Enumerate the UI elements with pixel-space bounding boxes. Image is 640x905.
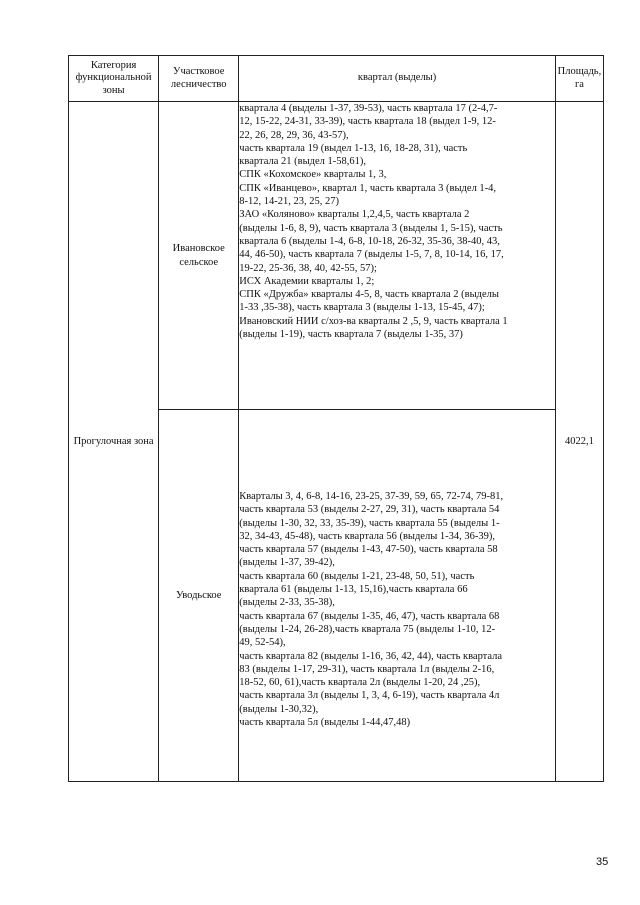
forestry-cell: Ивановское сельское [159, 102, 239, 410]
header-row [69, 56, 604, 102]
quarter-line: (выделы 1-19), часть квартала 7 (выделы 1-35, 37) [239, 329, 463, 341]
quarter-line: 44, 46-50), часть квартала 7 (выделы 1-5, 7, 8, 10-14, 16, 17, [239, 249, 504, 261]
quarter-line: (выделы 1-6, 8, 9), часть квартала 3 (выделы 1, 5-15), часть [239, 222, 503, 234]
quarter-line: 19-22, 25-36, 38, 40, 42-55, 57); [239, 262, 377, 274]
header-quarters: квартал (выделы) [239, 56, 556, 102]
quarter-line: СПК «Иванцево», квартал 1, часть квартала 3 (выдел 1-4, [239, 182, 497, 194]
quarter-line: (выделы 1-30, 32, 33, 35-39), часть квартала 55 (выделы 1- [239, 517, 500, 529]
quarter-line: 49, 52-54), [239, 637, 286, 649]
table-row [69, 102, 604, 410]
quarter-line: (выделы 1-37, 39-42), [239, 557, 335, 569]
quarter-line: часть квартала 5л (выделы 1-44,47,48) [239, 717, 411, 729]
header-area: Площадь, га [555, 56, 603, 102]
quarter-line: (выделы 1-24, 26-28),часть квартала 75 (выделы 1-10, 12- [239, 623, 496, 635]
quarter-line: 22, 26, 28, 29, 36, 43-57), [239, 129, 349, 141]
quarter-line: 83 (выделы 1-17, 29-31), часть квартала 1л (выделы 2-16, [239, 663, 495, 675]
quarter-line: часть квартала 3л (выделы 1, 3, 4, 6-19), часть квартала 4л [239, 690, 500, 702]
category-cell: Прогулочная зона [69, 102, 159, 782]
quarter-line: ИСХ Академии кварталы 1, 2; [239, 275, 375, 287]
forestry-cell: Уводьское [159, 410, 239, 782]
page-number: 35 [596, 856, 609, 868]
quarter-line: часть квартала 53 (выделы 2-27, 29, 31), часть квартала 54 [239, 504, 500, 516]
quarter-line: СПК «Дружба» кварталы 4-5, 8, часть квартала 2 (выделы [239, 289, 499, 301]
quarter-line: ЗАО «Коляново» кварталы 1,2,4,5, часть квартала 2 [239, 209, 470, 221]
area-cell: 4022,1 [555, 102, 603, 782]
header-forestry: Участковое лесничество [159, 56, 239, 102]
zones-table [68, 55, 604, 782]
quarter-line: часть квартала 60 (выделы 1-21, 23-48, 50, 51), часть [239, 570, 475, 582]
quarters-cell [239, 102, 556, 410]
quarter-line: часть квартала 67 (выделы 1-35, 46, 47), часть квартала 68 [239, 610, 500, 622]
quarter-line: 8-12, 14-21, 23, 25, 27) [239, 196, 340, 208]
quarter-line: квартала 6 (выделы 1-4, 6-8, 10-18, 26-32, 35-36, 38-40, 43, [239, 235, 500, 247]
quarter-line: квартала 61 (выделы 1-13, 15,16),часть квартала 66 [239, 584, 468, 596]
quarter-line: часть квартала 57 (выделы 1-43, 47-50), часть квартала 58 [239, 544, 498, 556]
quarter-line: Кварталы 3, 4, 6-8, 14-16, 23-25, 37-39, 59, 65, 72-74, 79-81, [239, 491, 504, 502]
quarter-line: 32, 34-43, 45-48), часть квартала 56 (выделы 1-34, 36-39), [239, 530, 495, 542]
quarter-line: (выделы 2-33, 35-38), [239, 597, 335, 609]
quarter-line: 12, 15-22, 24-31, 33-39), часть квартала 18 (выдел 1-9, 12- [239, 116, 496, 128]
quarter-line: квартала 4 (выделы 1-37, 39-53), часть квартала 17 (2-4,7- [239, 103, 498, 114]
quarter-line: часть квартала 19 (выдел 1-13, 16, 18-28, 31), часть [239, 142, 468, 154]
quarter-line: 18-52, 60, 61),часть квартала 2л (выделы 1-20, 24 ,25), [239, 677, 481, 689]
quarter-line: 1-33 ,35-38), часть квартала 3 (выделы 1-13, 15-45, 47); [239, 302, 485, 314]
quarter-line: часть квартала 82 (выделы 1-16, 36, 42, 44), часть квартала [239, 650, 503, 662]
quarter-line: (выделы 1-30,32), [239, 703, 319, 715]
quarter-line: СПК «Кохомское» кварталы 1, 3, [239, 169, 387, 181]
quarters-cell [239, 410, 556, 782]
quarter-line: квартала 21 (выдел 1-58,61), [239, 156, 366, 168]
quarter-line: Ивановский НИИ с/хоз-ва кварталы 2 ,5, 9, часть квартала 1 [239, 315, 508, 327]
header-category: Категория функциональной зоны [69, 56, 159, 102]
